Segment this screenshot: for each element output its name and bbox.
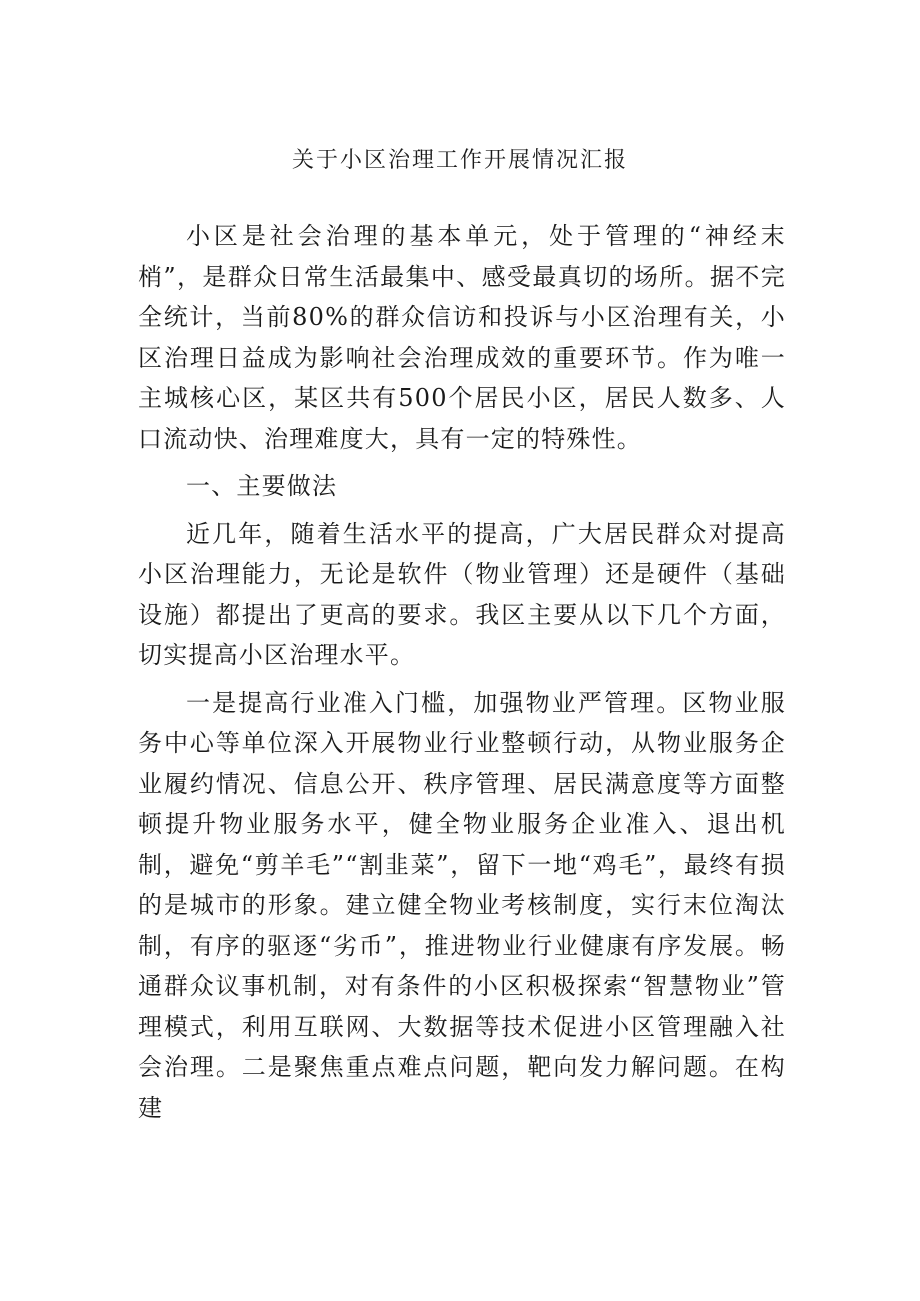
document-body bbox=[138, 216, 786, 1135]
section-heading-main-practices: 一、主要做法 bbox=[186, 472, 338, 500]
paragraph-overview: 近几年，随着生活水平的提高，广大居民群众对提高小区治理能力，无论是软件（物业管理）还是硬件（基础设施）都提出了更高的要求。我区主要从以下几个方面，切实提高小区治理水平。 bbox=[138, 519, 786, 669]
paragraph-intro: 小区是社会治理的基本单元，处于管理的“神经末梢”，是群众日常生活最集中、感受最真切的场所。据不完全统计，当前80%的群众信访和投诉与小区治理有关，小区治理日益成为影响社会治理成效的重要环节。作为唯一主城核心区，某区共有500个居民小区，居民人数多、人口流动快、治理难度大，具有一定的特殊性。 bbox=[138, 222, 786, 453]
document-title: 关于小区治理工作开展情况汇报 bbox=[291, 148, 628, 173]
paragraph-measures: 一是提高行业准入门槛，加强物业严管理。区物业服务中心等单位深入开展物业行业整顿行动，从物业服务企业履约情况、信息公开、秩序管理、居民满意度等方面整顿提升物业服务水平，健全物业服务企业准入、退出机制，避免“剪羊毛”“割韭菜”，留下一地“鸡毛”，最终有损的是城市的形象。建立健全物业考核制度，实行末位淘汰制，有序的驱逐“劣币”，推进物业行业健康有序发展。畅通群众议事机制，对有条件的小区积极探索“智慧物业”管理模式，利用互联网、大数据等技术促进小区管理融入社会治理。二是聚焦重点难点问题，靶向发力解问题。在构建 bbox=[138, 688, 786, 1122]
